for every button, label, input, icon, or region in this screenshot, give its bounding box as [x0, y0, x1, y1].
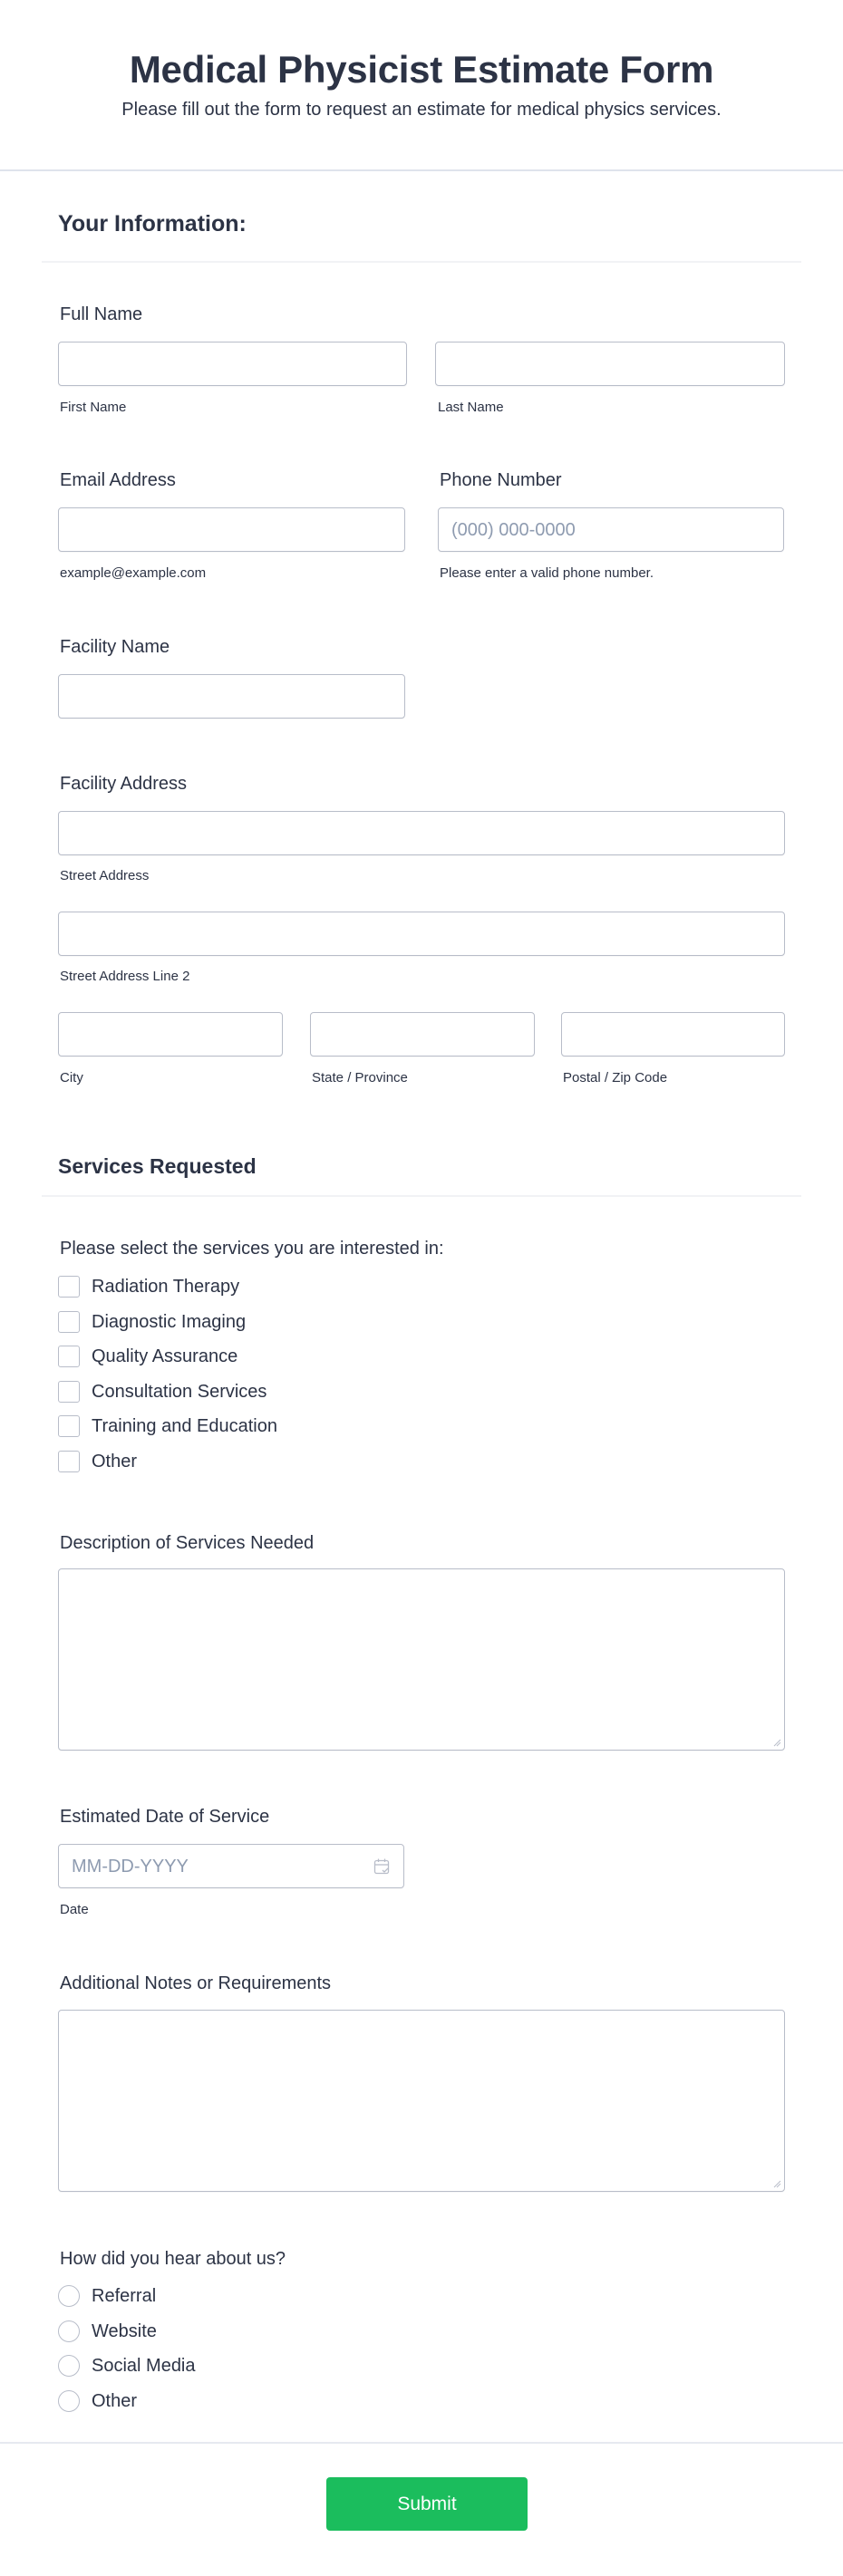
services-label: Please select the services you are interested in:	[60, 1239, 444, 1259]
checkbox-label[interactable]: Quality Assurance	[92, 1346, 238, 1366]
city-input[interactable]	[58, 1012, 283, 1056]
first-name-input[interactable]	[58, 342, 407, 386]
calendar-icon[interactable]	[373, 1857, 391, 1876]
street-address-line2-input[interactable]	[58, 912, 785, 956]
phone-label: Phone Number	[440, 470, 562, 490]
checkbox-label[interactable]: Other	[92, 1452, 138, 1471]
first-name-sublabel: First Name	[60, 400, 127, 415]
service-date-label: Estimated Date of Service	[60, 1807, 270, 1827]
checkbox-radiation-therapy[interactable]	[58, 1276, 80, 1298]
form-title: Medical Physicist Estimate Form	[129, 48, 714, 91]
description-textarea[interactable]	[58, 1568, 785, 1751]
checkbox-diagnostic-imaging[interactable]	[58, 1311, 80, 1333]
radio-other[interactable]	[58, 2390, 80, 2412]
description-label: Description of Services Needed	[60, 1533, 315, 1553]
street-address-line2-sublabel: Street Address Line 2	[60, 969, 190, 984]
radio-label[interactable]: Social Media	[92, 2356, 196, 2376]
checkbox-label[interactable]: Radiation Therapy	[92, 1277, 240, 1297]
notes-textarea[interactable]	[58, 2010, 785, 2192]
notes-label: Additional Notes or Requirements	[60, 1973, 332, 1993]
email-input[interactable]	[58, 507, 405, 552]
footer-divider	[0, 2442, 843, 2444]
radio-label[interactable]: Referral	[92, 2286, 157, 2306]
service-date-input[interactable]	[58, 1844, 404, 1888]
header-divider	[0, 169, 843, 171]
street-address-input[interactable]	[58, 811, 785, 855]
state-province-sublabel: State / Province	[312, 1070, 408, 1085]
radio-social-media[interactable]	[58, 2355, 80, 2377]
checkbox-label[interactable]: Diagnostic Imaging	[92, 1312, 247, 1332]
phone-sublabel: Please enter a valid phone number.	[440, 565, 654, 581]
state-province-input[interactable]	[310, 1012, 535, 1056]
section-divider	[42, 1195, 801, 1197]
radio-referral[interactable]	[58, 2285, 80, 2307]
facility-name-label: Facility Name	[60, 637, 170, 657]
email-sublabel: example@example.com	[60, 565, 207, 581]
checkbox-quality-assurance[interactable]	[58, 1346, 80, 1367]
checkbox-label[interactable]: Training and Education	[92, 1416, 277, 1436]
checkbox-consultation-services[interactable]	[58, 1381, 80, 1403]
city-sublabel: City	[60, 1070, 83, 1085]
section-title-services-requested: Services Requested	[58, 1154, 257, 1178]
resize-grip-icon[interactable]	[772, 2179, 781, 2188]
full-name-label: Full Name	[60, 304, 143, 324]
radio-label[interactable]: Other	[92, 2391, 138, 2411]
checkbox-label[interactable]: Consultation Services	[92, 1382, 267, 1402]
date-placeholder: MM-DD-YYYY	[72, 1857, 189, 1877]
email-label: Email Address	[60, 470, 176, 490]
postal-zip-input[interactable]	[561, 1012, 785, 1056]
phone-input[interactable]	[438, 507, 784, 552]
section-divider	[42, 261, 801, 263]
postal-zip-sublabel: Postal / Zip Code	[563, 1070, 668, 1085]
facility-address-label: Facility Address	[60, 774, 188, 794]
section-title-your-information: Your Information:	[58, 211, 247, 236]
service-date-sublabel: Date	[60, 1902, 89, 1917]
radio-label[interactable]: Website	[92, 2321, 157, 2341]
last-name-sublabel: Last Name	[438, 400, 504, 415]
last-name-input[interactable]	[435, 342, 785, 386]
phone-placeholder: (000) 000-0000	[451, 520, 576, 540]
facility-name-input[interactable]	[58, 674, 405, 719]
checkbox-other[interactable]	[58, 1451, 80, 1472]
resize-grip-icon[interactable]	[772, 1738, 781, 1747]
street-address-sublabel: Street Address	[60, 868, 150, 883]
referral-label: How did you hear about us?	[60, 2249, 286, 2269]
radio-website[interactable]	[58, 2320, 80, 2342]
submit-button[interactable]: Submit	[326, 2477, 528, 2531]
form-subtitle: Please fill out the form to request an estimate for medical physics services.	[121, 100, 722, 120]
checkbox-training-education[interactable]	[58, 1415, 80, 1437]
